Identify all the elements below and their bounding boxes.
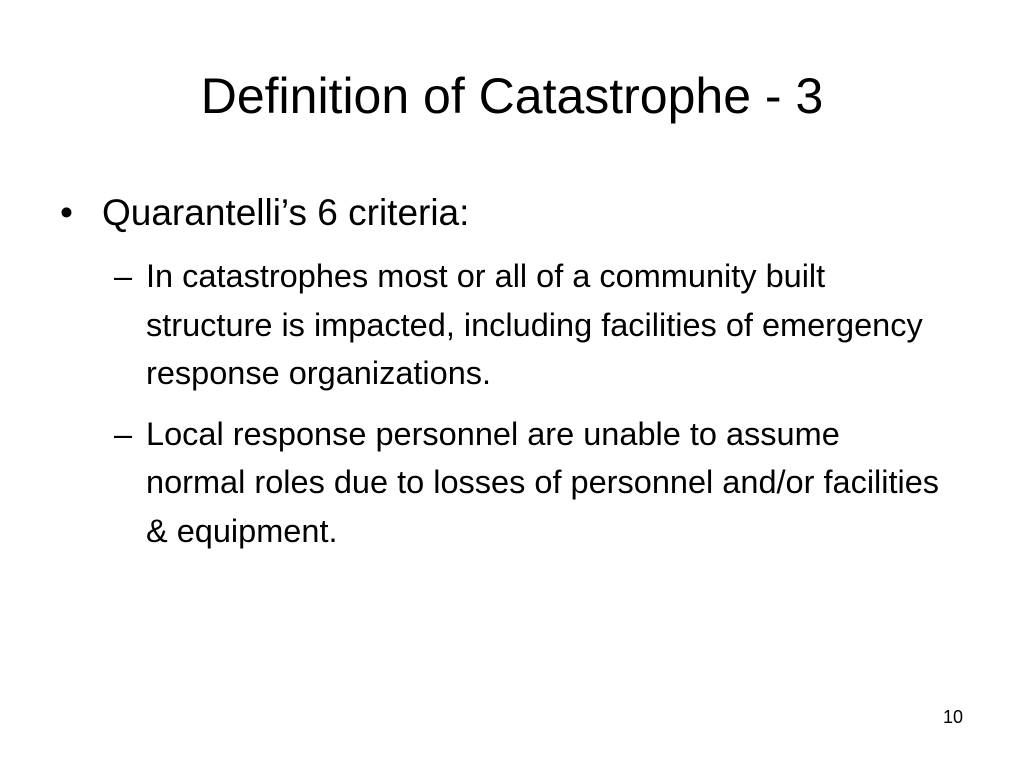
sub-bullet-dash: – [114,415,133,452]
sub-bullet-item [114,252,944,398]
slide-title: Definition of Catastrophe - 3 [200,68,824,124]
sub-bullet-text: In catastrophes most or all of a community built structure is impacted, including facilities of emergency response organizations. [146,258,923,391]
sub-bullet-text: Local response personnel are unable to assume normal roles due to losses of personnel and/or facilities & equipment. [146,415,940,549]
sub-bullet-list [114,252,944,567]
bullet-text: Quarantelli’s 6 criteria: [102,192,470,233]
sub-bullet-dash: – [114,258,133,294]
page-number: 10 [942,707,963,727]
sub-bullet-item [114,410,944,556]
bullet-item [60,190,960,236]
bullet-marker: • [60,192,73,233]
